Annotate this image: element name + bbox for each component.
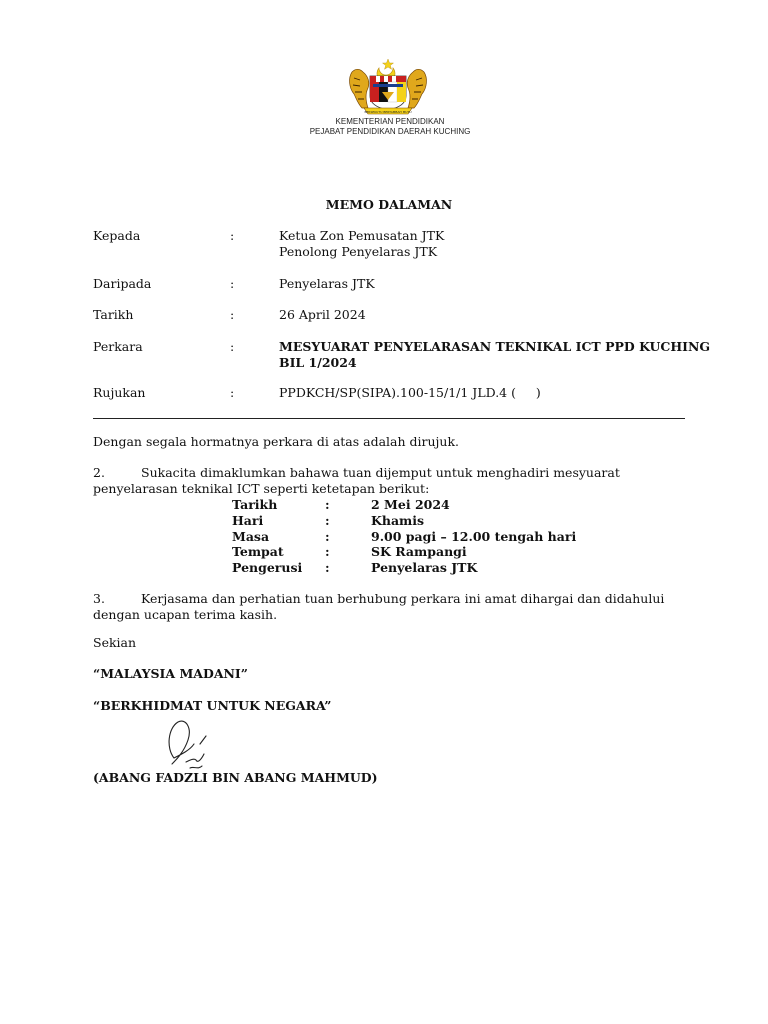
meeting-row <box>232 497 632 513</box>
coat-of-arms-logo <box>346 58 430 116</box>
field-label: Perkara <box>93 339 143 354</box>
memo-title: MEMO DALAMAN <box>325 197 453 212</box>
paragraph-2 <box>93 465 687 497</box>
meeting-row <box>232 529 632 545</box>
paragraph-3 <box>93 591 687 623</box>
field-label: Rujukan <box>93 385 146 400</box>
field-value <box>279 228 679 260</box>
meeting-row <box>232 560 632 576</box>
meeting-value: Khamis <box>371 512 425 528</box>
field-colon: : <box>230 307 235 322</box>
meeting-value: SK Rampangi <box>371 544 467 560</box>
field-value: 26 April 2024 <box>279 307 366 322</box>
meeting-details <box>232 497 632 576</box>
slogan-berkhidmat: “BERKHIDMAT UNTUK NEGARA” <box>93 698 332 713</box>
meeting-colon: : <box>325 512 330 528</box>
field-value: PPDKCH/SP(SIPA).100-15/1/1 JLD.4 ( ) <box>279 385 541 400</box>
meeting-colon: : <box>325 528 330 544</box>
intro-paragraph: Dengan segala hormatnya perkara di atas adalah dirujuk. <box>93 434 460 449</box>
meeting-label: Tarikh <box>232 497 278 512</box>
meeting-row <box>232 544 632 560</box>
field-colon: : <box>230 228 235 243</box>
recipient-1: Ketua Zon Pemusatan JTK <box>279 228 445 243</box>
meeting-value: 9.00 pagi – 12.00 tengah hari <box>371 528 577 544</box>
ministry-name: KEMENTERIAN PENDIDIKAN <box>335 117 445 126</box>
meeting-label: Tempat <box>232 544 284 560</box>
field-label: Kepada <box>93 228 141 243</box>
divider <box>93 418 685 419</box>
meeting-label: Masa <box>232 528 270 544</box>
field-value: Penyelaras JTK <box>279 276 375 291</box>
subject-line-1: MESYUARAT PENYELARASAN TEKNIKAL ICT PPD KUCHING <box>279 339 711 354</box>
meeting-value: 2 Mei 2024 <box>371 497 450 512</box>
organisation-header <box>0 117 768 137</box>
paragraph-number: 3. <box>93 591 105 606</box>
meeting-label: Pengerusi <box>232 560 303 576</box>
paragraph-text: Kerjasama dan perhatian tuan berhubung perkara ini amat dihargai dan didahului dengan ucapan terima kasih. <box>93 591 665 622</box>
field-value <box>279 339 711 371</box>
meeting-row <box>232 513 632 529</box>
signatory-name: (ABANG FADZLI BIN ABANG MAHMUD) <box>93 770 378 785</box>
field-colon: : <box>230 385 235 400</box>
meeting-colon: : <box>325 560 330 576</box>
meeting-colon: : <box>325 497 330 512</box>
subject-line-2: BIL 1/2024 <box>279 355 357 370</box>
meeting-colon: : <box>325 544 330 560</box>
paragraph-text: Sukacita dimaklumkan bahawa tuan dijemput untuk menghadiri mesyuarat penyelarasan teknikal ICT seperti ketetapan berikut: <box>93 465 620 496</box>
field-label: Tarikh <box>93 307 134 322</box>
field-label: Daripada <box>93 276 152 291</box>
slogan-malaysia-madani: “MALAYSIA MADANI” <box>93 666 248 681</box>
paragraph-number: 2. <box>93 465 105 480</box>
closing-text: Sekian <box>93 635 137 650</box>
field-colon: : <box>230 339 235 354</box>
meeting-label: Hari <box>232 512 264 528</box>
field-colon: : <box>230 276 235 291</box>
recipient-2: Penolong Penyelaras JTK <box>279 244 438 259</box>
office-name: PEJABAT PENDIDIKAN DAERAH KUCHING <box>309 127 471 136</box>
crest-motto-text: BERSEKUTU BERTAMBAH MUTU <box>364 110 412 114</box>
meeting-value: Penyelaras JTK <box>371 560 478 576</box>
signature-image <box>160 714 220 774</box>
